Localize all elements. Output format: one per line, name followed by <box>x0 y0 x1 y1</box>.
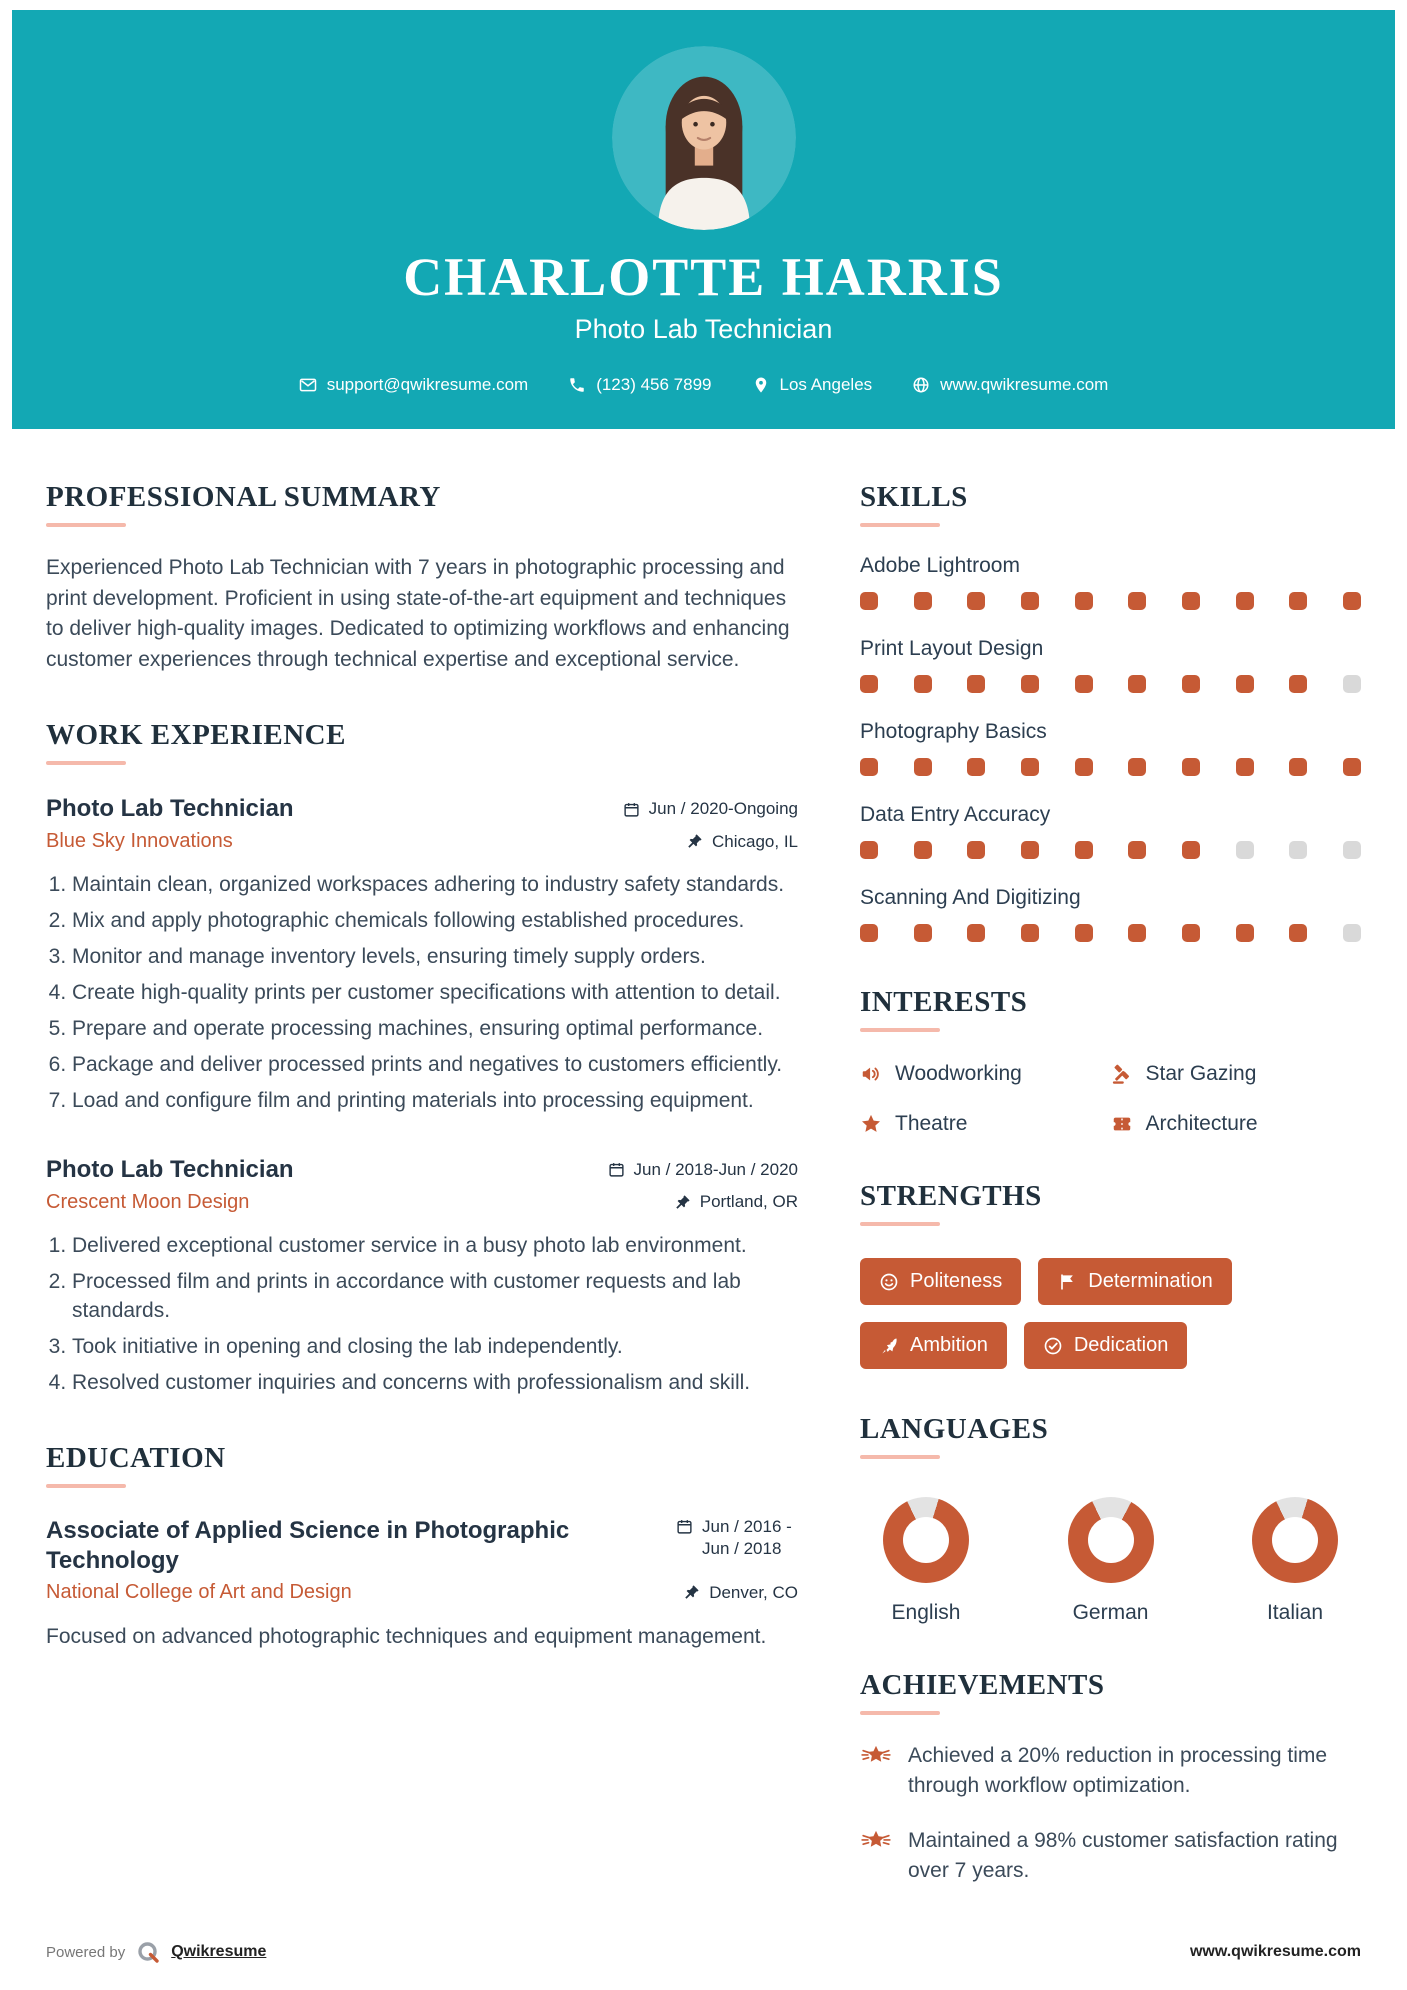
heading-underline <box>860 1455 940 1459</box>
contact-phone[interactable] <box>568 375 711 395</box>
skill-dot-filled <box>1236 758 1254 776</box>
education-description: Focused on advanced photographic techniques and equipment management. <box>46 1625 767 1649</box>
skill-dot-filled <box>1182 758 1200 776</box>
contact-website[interactable] <box>912 375 1108 395</box>
heading-underline <box>860 523 940 527</box>
interest-item <box>860 1112 1111 1136</box>
section-languages <box>860 1413 1361 1625</box>
skills-list <box>860 554 1361 942</box>
skill-dot-filled <box>860 924 878 942</box>
experience-bullet: 7. Load and configure film and printing materials into processing equipment. <box>72 1087 798 1116</box>
contact-email[interactable] <box>299 375 529 395</box>
heading-underline <box>860 1028 940 1032</box>
job-entry <box>46 1156 798 1398</box>
heading-underline <box>46 523 126 527</box>
language-donut-chart <box>1068 1497 1154 1583</box>
language-item <box>1239 1497 1351 1625</box>
person-job-title: Photo Lab Technician <box>574 314 833 345</box>
check-circle-icon <box>1043 1336 1063 1356</box>
contact-bar <box>12 375 1395 395</box>
skill-row <box>860 803 1361 859</box>
resume-body <box>0 429 1407 1929</box>
language-name: English <box>891 1601 961 1625</box>
section-heading <box>860 1413 1361 1459</box>
strength-label: Determination <box>1088 1270 1213 1293</box>
job-bullet-list <box>46 871 798 1116</box>
skill-dot-filled <box>860 675 878 693</box>
achievement-item <box>860 1741 1361 1800</box>
skill-dot-filled <box>1075 841 1093 859</box>
section-skills <box>860 481 1361 942</box>
powered-by <box>46 1940 266 1964</box>
skill-dot-filled <box>1289 675 1307 693</box>
pushpin-icon <box>686 833 703 850</box>
pushpin-icon <box>674 1194 691 1211</box>
globe-icon <box>912 376 930 394</box>
skill-name: Scanning And Digitizing <box>860 886 1081 910</box>
skill-row <box>860 554 1361 610</box>
skill-dot-filled <box>1075 758 1093 776</box>
envelope-icon <box>299 376 317 394</box>
job-dates-text: Jun / 2020-Ongoing <box>648 799 798 819</box>
skill-dot-filled <box>1128 592 1146 610</box>
section-strengths <box>860 1180 1361 1369</box>
interest-item <box>860 1062 1111 1086</box>
smiley-icon <box>879 1272 899 1292</box>
job-location <box>686 832 798 852</box>
section-heading <box>46 1442 798 1488</box>
language-item <box>870 1497 982 1625</box>
experience-bullet: 2. Mix and apply photographic chemicals following established procedures. <box>72 907 798 936</box>
skill-dot-filled <box>1021 758 1039 776</box>
avatar-illustration <box>612 46 796 230</box>
skill-dot-filled <box>860 592 878 610</box>
skill-level-dots <box>860 841 1361 859</box>
skill-dot-filled <box>1021 675 1039 693</box>
languages-list <box>860 1497 1361 1625</box>
heading-underline <box>46 761 126 765</box>
experience-bullet: 6. Package and deliver processed prints and negatives to customers efficiently. <box>72 1051 798 1080</box>
right-column <box>860 481 1361 1929</box>
experience-bullet: 3. Took initiative in opening and closing the lab independently. <box>72 1333 798 1362</box>
education-dates-text: Jun / 2016 - Jun / 2018 <box>702 1516 792 1558</box>
megaphone-icon <box>860 1063 882 1085</box>
skill-dot-filled <box>967 924 985 942</box>
skill-row <box>860 720 1361 776</box>
interest-label: Theatre <box>895 1112 968 1136</box>
interest-item <box>1111 1112 1362 1136</box>
contact-location <box>752 375 873 395</box>
section-heading <box>860 1180 1361 1226</box>
skill-level-dots <box>860 924 1361 942</box>
strength-pill <box>1038 1258 1232 1305</box>
skill-dot-filled <box>1343 592 1361 610</box>
phone-icon <box>568 376 586 394</box>
company-name: Crescent Moon Design <box>46 1190 250 1213</box>
skill-dot-empty <box>1343 924 1361 942</box>
interest-label: Woodworking <box>895 1062 1022 1086</box>
skill-dot-filled <box>1289 592 1307 610</box>
experience-bullet: 4. Resolved customer inquiries and concerns with professionalism and skill. <box>72 1369 798 1398</box>
skill-dot-filled <box>1128 675 1146 693</box>
skill-dot-filled <box>967 675 985 693</box>
language-item <box>1055 1497 1167 1625</box>
skill-dot-filled <box>1236 924 1254 942</box>
contact-website-text: www.qwikresume.com <box>940 375 1109 395</box>
job-title: Photo Lab Technician <box>46 1155 294 1183</box>
calendar-icon <box>608 1161 625 1178</box>
section-heading <box>860 1669 1361 1715</box>
company-name: Blue Sky Innovations <box>46 830 233 853</box>
skill-dot-filled <box>1289 924 1307 942</box>
job-entry <box>46 795 798 1116</box>
experience-bullet: 5. Prepare and operate processing machines, ensuring optimal performance. <box>72 1015 798 1044</box>
experience-bullet: 3. Monitor and manage inventory levels, ensuring timely supply orders. <box>72 943 798 972</box>
flag-icon <box>1057 1272 1077 1292</box>
achievement-star-icon <box>860 1827 892 1885</box>
skill-dot-filled <box>914 924 932 942</box>
calendar-icon <box>676 1516 693 1540</box>
strength-label: Politeness <box>910 1270 1003 1293</box>
page-footer <box>46 1940 1361 1964</box>
brand-link[interactable]: Qwikresume <box>171 1943 267 1960</box>
strength-label: Ambition <box>910 1334 988 1357</box>
ticket-icon <box>1111 1113 1133 1135</box>
experience-heading: WORK EXPERIENCE <box>46 719 346 752</box>
language-name: German <box>1072 1601 1149 1625</box>
experience-bullet: 2. Processed film and prints in accordance with customer requests and lab standards. <box>72 1268 798 1326</box>
skill-row <box>860 886 1361 942</box>
job-location-text: Chicago, IL <box>712 831 798 851</box>
achievement-text: Achieved a 20% reduction in processing time through workflow optimization. <box>908 1744 1328 1797</box>
skill-dot-filled <box>1128 924 1146 942</box>
contact-location-text: Los Angeles <box>779 375 873 395</box>
calendar-icon <box>623 801 640 818</box>
languages-heading: LANGUAGES <box>860 1413 1049 1446</box>
skill-row <box>860 637 1361 693</box>
skill-name: Photography Basics <box>860 720 1047 744</box>
star-icon <box>860 1113 882 1135</box>
skill-dot-empty <box>1289 841 1307 859</box>
section-achievements <box>860 1669 1361 1885</box>
section-education <box>46 1442 798 1653</box>
job-dates <box>623 799 798 819</box>
skill-dot-filled <box>1182 841 1200 859</box>
skill-dot-filled <box>1289 758 1307 776</box>
skill-dot-filled <box>967 841 985 859</box>
strength-pill <box>1024 1322 1188 1369</box>
skill-name: Print Layout Design <box>860 637 1044 661</box>
experience-bullet: 1. Delivered exceptional customer service in a busy photo lab environment. <box>72 1232 798 1261</box>
section-interests <box>860 986 1361 1136</box>
skill-dot-filled <box>1021 592 1039 610</box>
section-heading <box>860 986 1361 1032</box>
achievement-item <box>860 1826 1361 1885</box>
skill-level-dots <box>860 675 1361 693</box>
interests-heading: INTERESTS <box>860 986 1028 1019</box>
footer-website[interactable]: www.qwikresume.com <box>1189 1943 1361 1960</box>
achievements-list <box>860 1741 1361 1885</box>
strength-pill <box>860 1322 1007 1369</box>
section-heading <box>860 481 1361 527</box>
skill-dot-filled <box>1075 924 1093 942</box>
heading-underline <box>46 1484 126 1488</box>
section-work-experience <box>46 719 798 1398</box>
skill-dot-filled <box>914 592 932 610</box>
skill-dot-empty <box>1343 841 1361 859</box>
heading-underline <box>860 1711 940 1715</box>
skill-dot-filled <box>1128 758 1146 776</box>
gavel-icon <box>1111 1063 1133 1085</box>
language-donut-chart <box>1252 1497 1338 1583</box>
degree-title: Associate of Applied Science in Photographic Technology <box>46 1516 570 1575</box>
skill-dot-filled <box>1075 592 1093 610</box>
skills-heading: SKILLS <box>860 481 968 514</box>
job-dates <box>608 1160 798 1180</box>
achievement-text: Maintained a 98% customer satisfaction rating over 7 years. <box>908 1829 1338 1882</box>
summary-text: Experienced Photo Lab Technician with 7 years in photographic processing and print development. Proficient in using state-of-the-art equipment and techniques to deliver high-quality images. Dedicated to optimizing workflows and enhancing customer experiences through technical expertise and exceptional service. <box>46 556 790 671</box>
avatar <box>612 46 796 230</box>
skill-level-dots <box>860 758 1361 776</box>
experience-bullet: 4. Create high-quality prints per customer specifications with attention to detail. <box>72 979 798 1008</box>
skill-dot-filled <box>1236 675 1254 693</box>
strengths-list <box>860 1258 1361 1369</box>
job-location <box>674 1192 798 1212</box>
language-donut-chart <box>883 1497 969 1583</box>
skill-dot-empty <box>1236 841 1254 859</box>
strength-pill <box>860 1258 1021 1305</box>
header <box>12 10 1395 429</box>
skill-dot-filled <box>1182 675 1200 693</box>
language-name: Italian <box>1266 1601 1324 1625</box>
left-column <box>46 481 798 1929</box>
school-name: National College of Art and Design <box>46 1581 352 1604</box>
education-location-text: Denver, CO <box>709 1582 798 1602</box>
contact-email-text: support@qwikresume.com <box>326 375 529 395</box>
section-heading <box>46 481 798 527</box>
person-name: CHARLOTTE HARRIS <box>403 247 1004 307</box>
interest-label: Architecture <box>1145 1112 1258 1136</box>
experience-bullet: 1. Maintain clean, organized workspaces adhering to industry safety standards. <box>72 871 798 900</box>
skill-dot-filled <box>860 758 878 776</box>
skill-dot-filled <box>914 841 932 859</box>
skill-dot-filled <box>1182 924 1200 942</box>
skill-dot-filled <box>1128 841 1146 859</box>
skill-dot-filled <box>860 841 878 859</box>
skill-dot-filled <box>914 758 932 776</box>
job-dates-text: Jun / 2018-Jun / 2020 <box>633 1159 798 1179</box>
skill-dot-filled <box>1182 592 1200 610</box>
contact-phone-text: (123) 456 7899 <box>596 375 712 395</box>
education-entry <box>46 1516 798 1653</box>
job-location-text: Portland, OR <box>699 1192 798 1212</box>
education-dates <box>676 1516 798 1577</box>
donut-hole <box>903 1517 949 1563</box>
section-professional-summary <box>46 481 798 675</box>
qwikresume-logo <box>136 1940 160 1964</box>
skill-dot-filled <box>1236 592 1254 610</box>
strength-label: Dedication <box>1073 1334 1169 1357</box>
interest-label: Star Gazing <box>1145 1062 1257 1086</box>
achievement-star-icon <box>860 1742 892 1800</box>
job-title: Photo Lab Technician <box>46 795 294 823</box>
donut-hole <box>1272 1517 1318 1563</box>
skill-dot-filled <box>1021 841 1039 859</box>
education-location <box>683 1583 798 1603</box>
skill-dot-filled <box>1021 924 1039 942</box>
education-heading: EDUCATION <box>46 1441 226 1474</box>
summary-heading: PROFESSIONAL SUMMARY <box>46 481 441 514</box>
skill-level-dots <box>860 592 1361 610</box>
skill-dot-filled <box>967 758 985 776</box>
job-bullet-list <box>46 1232 798 1398</box>
skill-dot-filled <box>967 592 985 610</box>
interest-item <box>1111 1062 1362 1086</box>
skill-dot-filled <box>1343 758 1361 776</box>
achievements-heading: ACHIEVEMENTS <box>860 1669 1105 1702</box>
donut-hole <box>1088 1517 1134 1563</box>
skill-dot-filled <box>1075 675 1093 693</box>
strengths-heading: STRENGTHS <box>860 1180 1042 1213</box>
section-heading <box>46 719 798 765</box>
pushpin-icon <box>683 1584 700 1601</box>
skill-name: Data Entry Accuracy <box>860 803 1051 827</box>
map-pin-icon <box>752 376 770 394</box>
skill-dot-filled <box>914 675 932 693</box>
rocket-icon <box>879 1336 899 1356</box>
skill-dot-empty <box>1343 675 1361 693</box>
skill-name: Adobe Lightroom <box>860 554 1020 578</box>
heading-underline <box>860 1222 940 1226</box>
powered-by-label: Powered by <box>46 1943 126 1961</box>
interests-grid <box>860 1062 1361 1136</box>
